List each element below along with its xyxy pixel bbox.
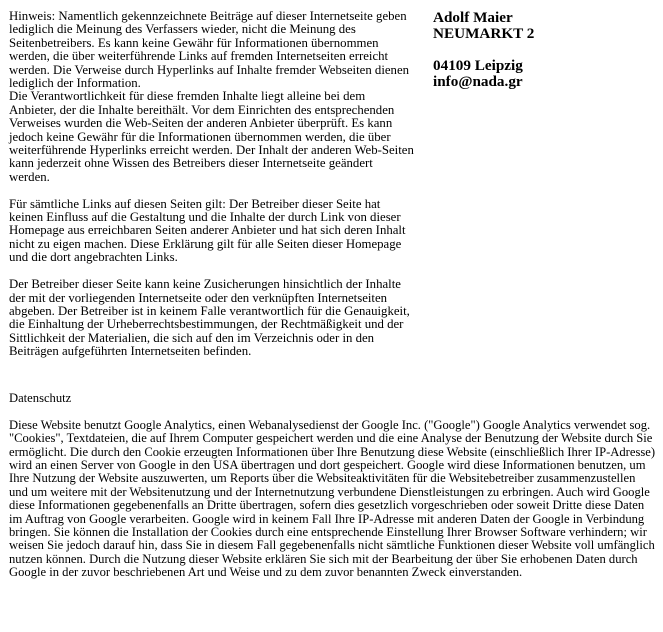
paragraph-gap <box>9 405 657 418</box>
privacy-heading: Datenschutz <box>9 391 72 405</box>
disclaimer-section <box>9 10 414 359</box>
paragraph-gap <box>9 184 414 197</box>
contact-spacer <box>433 42 653 58</box>
paragraph-gap <box>9 265 414 278</box>
disclaimer-paragraph-4: Der Betreiber dieser Seite kann keine Zusicherungen hinsichtlich der Inhalte der mit der vorliegenden Internetseite oder den verknüpften Internetseiten abgeben. Der Betreiber ist in keinem Falle verantwortlich für die Genauigkeit, die Einhaltung der Urheberrechtsbestimmungen, der Rechtmäßigkeit und der Sittlichkeit der Materialien, die sich auf den im Verzeichnis oder in den Beiträgen aufgeführten Internetseiten befinden. <box>9 277 410 359</box>
contact-street: NEUMARKT 2 <box>433 25 535 42</box>
contact-city: 04109 Leipzig <box>433 57 523 74</box>
disclaimer-paragraph-3: Für sämtliche Links auf diesen Seiten gilt: Der Betreiber dieser Seite hat keinen Einfluss auf die Gestaltung und die Inhalte der durch Link von dieser Homepage aus erreichbaren Seiten anderer Anbieter und hat sich deren Inhalt nicht zu eigen machen. Diese Erklärung gilt für alle Seiten dieser Homepage und die dort angebrachten Links. <box>9 196 406 265</box>
privacy-paragraph: Diese Website benutzt Google Analytics, einen Webanalysedienst der Google Inc. ("Google") Google Analytics verwendet sog. "Cookies", Textdateien, die auf Ihrem Computer gespeichert werden und die eine Analyse der Benutzung der Website durch Sie ermöglicht. Die durch den Cookie erzeugten Informationen über Ihre Benutzung diese Website (einschließlich Ihrer IP-Adresse) wird an einen Server von Google in den USA übertragen und dort gespeichert. Google wird diese Informationen benutzen, um Ihre Nutzung der Website auszuwerten, um Reports über die Websiteaktivitäten für die Websitebetreiber zusammenzustellen und um weitere mit der Websitenutzung und der Internetnutzung verbundene Dienstleistungen zu erbringen. Auch wird Google diese Informationen gegebenenfalls an Dritte übertragen, sofern dies gesetzlich vorgeschrieben oder soweit Dritte diese Daten im Auftrag von Google verarbeiten. Google wird in keinem Fall Ihre IP-Adresse mit anderen Daten der Google in Verbindung bringen. Sie können die Installation der Cookies durch eine entsprechende Einstellung Ihrer Browser Software verhindern; wir weisen Sie jedoch darauf hin, dass Sie in diesem Fall gegebenenfalls nicht sämtliche Funktionen dieser Website voll umfänglich nutzen können. Durch die Nutzung dieser Website erklären Sie sich mit der Bearbeitung der über Sie erhobenen Daten durch Google in der zuvor beschriebenen Art und Weise und zu dem zuvor benannten Zweck einverstanden. <box>9 417 656 580</box>
contact-block <box>433 10 653 90</box>
disclaimer-paragraph-1: Hinweis: Namentlich gekennzeichnete Beiträge auf dieser Internetseite geben lediglich die Meinung des Verfassers wieder, nicht die Meinung des Seitenbetreibers. Es kann keine Gewähr für Informationen übernommen werden, die über weiterführende Links auf fremden Internetseiten erreicht werden. Die Verweise durch Hyperlinks auf Inhalte fremder Webseiten dienen lediglich der Information. <box>9 9 410 91</box>
privacy-section <box>9 392 657 580</box>
disclaimer-paragraph-2: Die Verantwortlichkeit für diese fremden Inhalte liegt alleine bei dem Anbieter, der die Inhalte bereithält. Vor dem Einrichten des entsprechenden Verweises wurden die Web-Seiten der anderen Anbieter überprüft. Es kann jedoch keine Gewähr für die Informationen übernommen werden, die über weiterführende Hyperlinks erreicht werden. Der Inhalt der anderen Web-Seiten kann jederzeit ohne Wissen des Betreibers dieser Internetseite geändert werden. <box>9 89 414 184</box>
contact-name: Adolf Maier <box>433 9 513 26</box>
contact-email: info@nada.gr <box>433 73 523 90</box>
